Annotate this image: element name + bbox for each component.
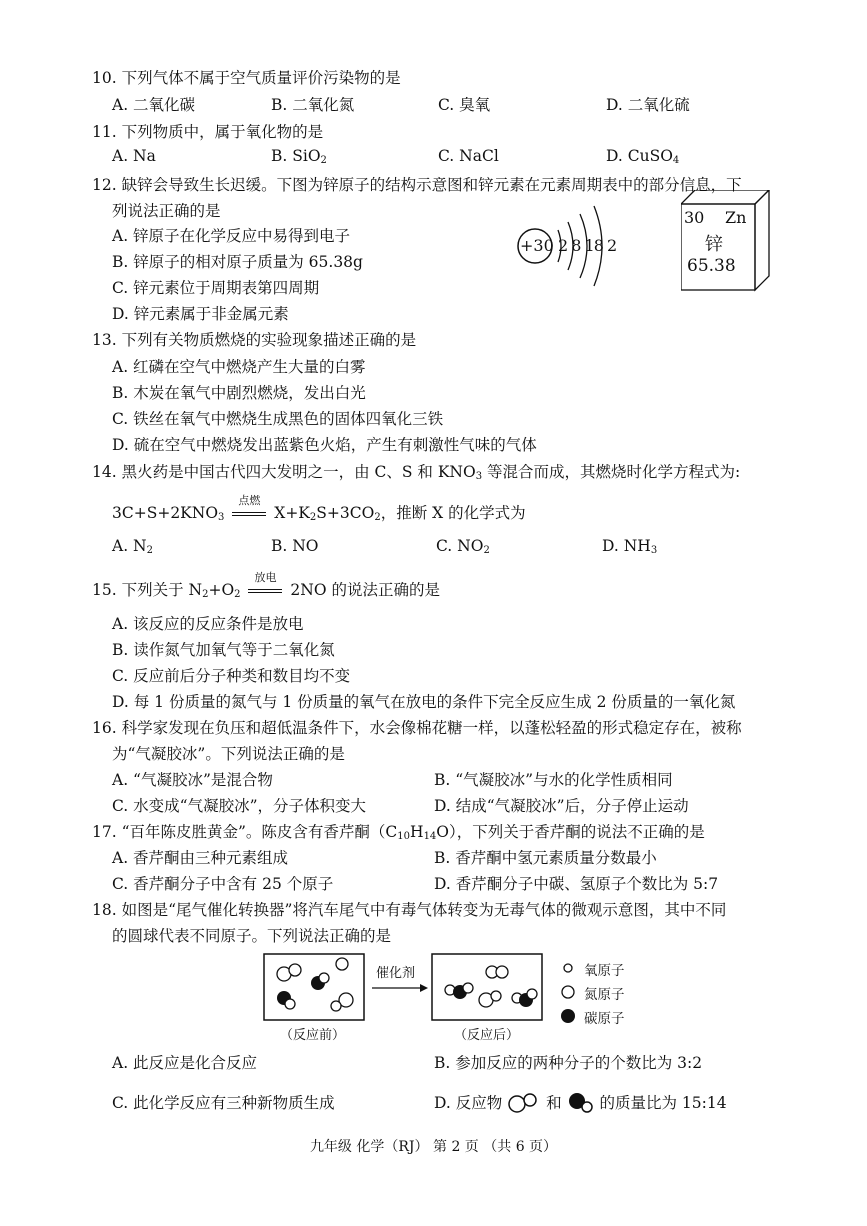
legend-nitrogen: 氮原子 <box>584 987 625 1003</box>
q13-option-b: B. 木炭在氧气中剧烈燃烧，发出白光 <box>112 384 366 402</box>
q10-option-b: B. 二氧化氮 <box>271 96 355 114</box>
q12-option-d: D. 锌元素属于非金属元素 <box>112 305 289 323</box>
q17-stem: 17. “百年陈皮胜黄金”。陈皮含有香芹酮$(C_{10}H_{14}O)$，下列关于香芹酮的说法不正确的是 <box>92 823 705 842</box>
q14-stem: 14. 黑火药是中国古代四大发明之一，由 C、S 和 $KNO_3$ 等混合而成，其燃烧时化学方程式为: <box>92 463 741 482</box>
q15-option-b: B. 读作氮气加氧气等于二氧化氮 <box>112 641 335 659</box>
q13-stem: 13. 下列有关物质燃烧的实验现象描述正确的是 <box>92 331 417 349</box>
nucleus-charge: +30 <box>520 236 554 255</box>
q11-option-c: C. NaCl <box>438 147 499 165</box>
reaction-diagram <box>262 950 662 1050</box>
reaction-condition: 点燃 <box>238 494 261 507</box>
q11-option-a: A. Na <box>112 147 156 165</box>
q16-option-b: B. “气凝胶冰”与水的化学性质相同 <box>434 771 673 789</box>
zinc-atom-diagram <box>510 200 640 290</box>
q16-option-d: D. 结成“气凝胶冰”后，分子停止运动 <box>434 797 689 815</box>
q14-option-a: A. $N_2$ <box>112 537 153 556</box>
carbon-monoxide-molecule-icon <box>567 1091 595 1115</box>
q12-stem-line2: 列说法正确的是 <box>112 202 221 220</box>
zinc-element-card <box>681 190 771 290</box>
oxygen-nitrogen-molecule-icon <box>507 1091 541 1115</box>
q18-option-a: A. 此反应是化合反应 <box>112 1054 258 1072</box>
q12-stem-line1: 12. 缺锌会导致生长迟缓。下图为锌原子的结构示意图和锌元素在元素周期表中的部分信息，下 <box>92 176 742 194</box>
q10-option-c: C. 臭氧 <box>438 96 491 114</box>
q13-option-d: D. 硫在空气中燃烧发出蓝紫色火焰，产生有刺激性气味的气体 <box>112 436 537 454</box>
q17-option-c: C. 香芹酮分子中含有 25 个原子 <box>112 875 334 893</box>
q14-option-d: D. $NH_3$ <box>602 537 658 556</box>
q11-stem: 11. 下列物质中，属于氧化物的是 <box>92 123 324 141</box>
q16-option-c: C. 水变成“气凝胶冰”，分子体积变大 <box>112 797 367 815</box>
q13-option-c: C. 铁丝在氧气中燃烧生成黑色的固体四氧化三铁 <box>112 410 444 428</box>
reaction-condition: 放电 <box>254 571 277 584</box>
q12-option-c: C. 锌元素位于周期表第四周期 <box>112 279 320 297</box>
q10-option-d: D. 二氧化硫 <box>606 96 690 114</box>
legend-oxygen: 氧原子 <box>584 963 625 979</box>
q16-stem-line2: 为“气凝胶冰”。下列说法正确的是 <box>112 745 345 763</box>
element-name: 锌 <box>705 234 723 255</box>
q14-equation: $3C+S+2KNO_3$ 点燃 $X+K_2S+3CO_2$，推断 X 的化学式为 <box>112 494 526 523</box>
q12-option-a: A. 锌原子在化学反应中易得到电子 <box>112 227 351 245</box>
q15-stem: 15. 下列关于 $N_2+O_2$ 放电 2NO 的说法正确的是 <box>92 571 440 600</box>
electron-shells: 2 8 18 2 <box>558 236 617 255</box>
q17-option-a: A. 香芹酮由三种元素组成 <box>112 849 289 867</box>
atomic-mass: 65.38 <box>687 256 736 276</box>
q18-stem-line2: 的圆球代表不同原子。下列说法正确的是 <box>112 927 392 945</box>
catalyst-label: 催化剂 <box>376 966 416 981</box>
q14-option-b: B. NO <box>271 537 319 555</box>
q18-option-d: D. 反应物 和 的质量比为 15:14 <box>434 1091 727 1115</box>
q18-option-c: C. 此化学反应有三种新物质生成 <box>112 1094 335 1112</box>
atomic-number: 30 <box>684 208 705 227</box>
q16-option-a: A. “气凝胶冰”是混合物 <box>112 771 273 789</box>
q17-option-b: B. 香芹酮中氢元素质量分数最小 <box>434 849 657 867</box>
q17-option-d: D. 香芹酮分子中碳、氢原子个数比为 5:7 <box>434 875 719 893</box>
q12-option-b: B. 锌原子的相对原子质量为 65.38g <box>112 253 363 271</box>
q15-option-d: D. 每 1 份质量的氮气与 1 份质量的氧气在放电的条件下完全反应生成 2 份质量的一氧化氮 <box>112 693 736 711</box>
legend-carbon: 碳原子 <box>584 1011 625 1027</box>
q15-option-c: C. 反应前后分子种类和数目均不变 <box>112 667 351 685</box>
q18-stem-line1: 18. 如图是“尾气催化转换器”将汽车尾气中有毒气体转变为无毒气体的微观示意图，其中不同 <box>92 901 727 919</box>
after-label: （反应后） <box>454 1028 520 1043</box>
q16-stem-line1: 16. 科学家发现在负压和超低温条件下，水会像棉花糖一样，以蓬松轻盈的形式稳定存在，被称 <box>92 719 742 737</box>
q10-stem: 10. 下列气体不属于空气质量评价污染物的是 <box>92 69 401 87</box>
element-symbol: Zn <box>725 208 747 227</box>
q14-option-c: C. $NO_2$ <box>436 537 490 556</box>
q13-option-a: A. 红磷在空气中燃烧产生大量的白雾 <box>112 358 366 376</box>
q18-option-b: B. 参加反应的两种分子的个数比为 3:2 <box>434 1054 703 1072</box>
q11-option-d: D. CuSO$_4$ <box>606 147 680 166</box>
before-label: （反应前） <box>280 1028 346 1043</box>
page-footer: 九年级 化学（RJ） 第 2 页 （共 6 页） <box>309 1139 558 1155</box>
q15-option-a: A. 该反应的反应条件是放电 <box>112 615 304 633</box>
q10-option-a: A. 二氧化碳 <box>112 96 196 114</box>
q11-option-b: B. SiO$_2$ <box>271 147 327 166</box>
